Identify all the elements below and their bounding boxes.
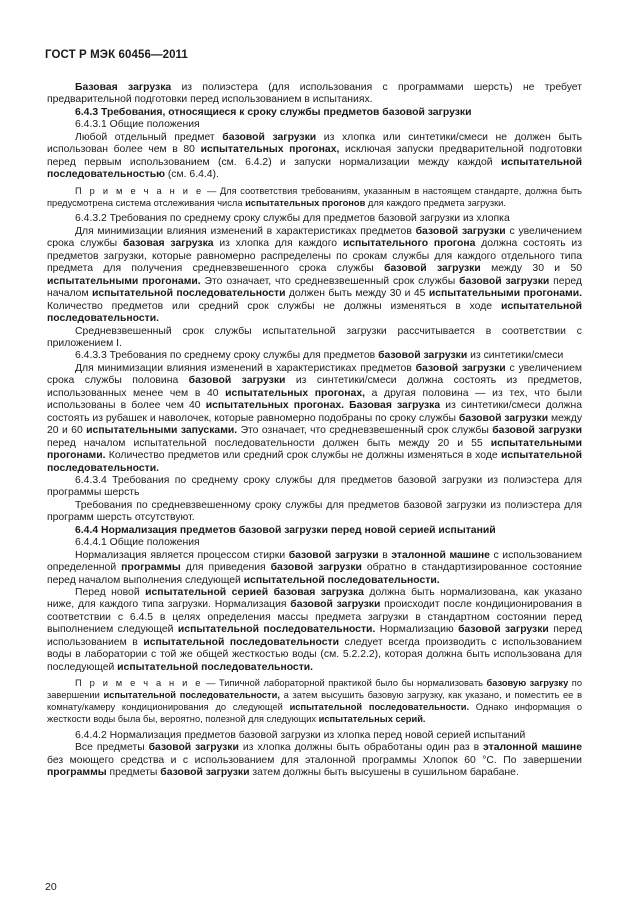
paragraph: [47, 500, 582, 525]
text-run: из хлопка для каждого: [213, 238, 343, 250]
bold-term: 6.4.4 Нормализация предметов базовой загрузки перед новой серией испытаний: [75, 524, 496, 536]
text-run: обратно в стандартизированное состояние перед началом выполнения следующей: [47, 562, 582, 586]
text-run: — Типичной лабораторной практикой было бы нормализовать: [202, 678, 487, 689]
text-run: — Для соответствия требованиям, указанным в настоящем стандарте, должна быть предусмотрена система отслеживания числа: [47, 185, 582, 208]
bold-term: 6.4.3 Требования, относящиеся к сроку службы предметов базовой загрузки: [75, 106, 472, 118]
subsection-heading: [47, 350, 582, 362]
bold-term: испытательных серий.: [318, 713, 426, 724]
text-run: 6.4.4.2 Нормализация предметов базовой загрузки из хлопка перед новой серией испытаний: [75, 729, 526, 741]
text-run: с использованием определенной: [47, 549, 583, 574]
bold-term: Базовая загрузка: [75, 82, 172, 93]
text-run: Любой отдельный предмет: [75, 131, 223, 143]
text-run: из хлопка или синтетики/смеси не должен быть использован более чем в 80: [47, 131, 583, 156]
text-run: 6.4.3.4 Требования по среднему сроку службы для предметов базовой загрузки из полиэстера для программы шерсть: [47, 474, 582, 499]
bold-term: базовой загрузки: [270, 562, 362, 574]
bold-term: испытательной последовательности,: [103, 690, 280, 701]
paragraph: [47, 587, 582, 674]
bold-term: испытательного прогона: [342, 238, 476, 250]
text-run: Средневзвешенный срок службы испытательной загрузки рассчитывается в соответствии с приложением I.: [47, 325, 582, 349]
bold-term: испытательной последовательности.: [243, 574, 440, 586]
text-run: Это означает, что средневзвешенный срок службы: [200, 275, 460, 287]
text-run: 6.4.4.1 Общие положения: [75, 537, 200, 549]
bold-term: испытательной последовательности.: [47, 300, 582, 325]
text-run: по завершении: [47, 678, 582, 701]
text-run: а другая половина — из тех, что были использованы в более чем 40: [47, 387, 583, 412]
text-run: для каждого предмета загрузки.: [365, 197, 506, 208]
text-run: из синтетики/смеси должна состоять из рубашек и наволочек, которые равномерно подобраны по сроку службы: [47, 400, 583, 424]
text-run: Количество предметов или средний срок службы не должны изменяться в ходе: [47, 300, 501, 312]
text-run: из синтетики/смеси должна состоять из предметов, использованных менее чем в 40: [47, 375, 583, 399]
paragraph: [47, 742, 582, 779]
text-run: перед началом испытательной последовательности должен быть между 20 и 55: [47, 437, 491, 449]
text-run: между 20 и 60: [47, 412, 583, 437]
text-run: должен быть между 30 и 45: [285, 288, 429, 300]
text-run: 6.4.3.3 Требования по среднему сроку службы для предметов: [75, 350, 379, 362]
text-run: в: [378, 549, 392, 561]
bold-term: базовой загрузки: [458, 624, 549, 636]
section-heading: [47, 107, 582, 119]
bold-term: базовой загрузки: [290, 599, 381, 611]
text-run: Для минимизации влияния изменений в характеристиках предметов: [75, 225, 416, 237]
text-run: Перед новой: [75, 587, 146, 599]
text-run: Нормализацию: [375, 624, 459, 636]
note: [47, 186, 582, 210]
bold-term: испытательной серией базовая загрузка: [145, 587, 364, 599]
text-run: Для минимизации влияния изменений в характеристиках предметов: [75, 362, 416, 374]
bold-term: базовой загрузки: [415, 362, 506, 374]
text-run: 6.4.3.1 Общие положения: [75, 119, 200, 131]
bold-term: испытательными запусками.: [86, 425, 238, 437]
text-run: следует всегда производить с использованием воды в лаборатории с той же общей жесткостью воды (см. 5.2.2.2), которая должна быть использована для последующей: [47, 636, 582, 673]
text-run: из синтетики/смеси: [467, 350, 564, 362]
bold-term: базовой загрузки: [384, 263, 481, 275]
text-run: Количество предметов или средний срок службы не должны изменяться в ходе: [105, 450, 501, 462]
note-label: П р и м е ч а н и е: [75, 678, 203, 689]
bold-term: базовой загрузки: [188, 375, 286, 387]
paragraph: [47, 226, 582, 326]
bold-term: испытательными прогонами.: [47, 437, 582, 462]
bold-term: испытательных прогонов: [245, 197, 366, 208]
note: [47, 678, 582, 726]
bold-term: испытательной последовательности.: [177, 624, 376, 636]
subsection-heading: [47, 119, 582, 131]
bold-term: испытательных прогонах,: [225, 387, 365, 399]
bold-term: базовую загрузку: [486, 678, 569, 689]
subsection-heading: [47, 475, 582, 500]
text-run: из полиэстера (для использования с программами шерсть) не требует предварительной подготовки перед использованием в испытаниях.: [47, 82, 582, 106]
bold-term: испытательной последовательности.: [117, 661, 314, 673]
text-run: перед началом: [47, 275, 582, 300]
subsection-heading: [47, 537, 582, 549]
paragraph: [47, 132, 582, 182]
bold-term: базовой загрузки: [160, 767, 250, 779]
text-run: а затем высушить базовую загрузку, как указано, и поместить ее в комнату/камеру кондиционирования до следующей: [47, 690, 583, 713]
subsection-heading: [47, 730, 582, 742]
bold-term: базовая загрузка: [122, 238, 214, 250]
bold-term: эталонной машине: [483, 742, 582, 754]
text-run: для приведения: [180, 562, 271, 574]
text-run: затем должны быть высушены в сушильном барабане.: [249, 767, 519, 779]
text-run: исключая запуски предварительной подготовки перед первым использованием (см. 6.4.2) и запуски нормализации между каждой: [47, 144, 582, 168]
text-run: Требования по средневзвешенному сроку службы для предметов базовой загрузки из полиэстера для программ шерсть отсутствуют.: [47, 499, 582, 524]
paragraph: [47, 82, 582, 107]
bold-term: базовой загрузки: [378, 350, 468, 362]
bold-term: испытательной последовательности.: [47, 450, 582, 474]
bold-term: базовой загрузки: [415, 225, 506, 237]
bold-term: базовой загрузки: [148, 742, 239, 754]
bold-term: испытательными прогонами.: [428, 288, 582, 300]
text-run: между 30 и 50: [480, 263, 582, 275]
subsection-heading: [47, 213, 582, 225]
bold-term: базовой загрузки: [459, 275, 550, 287]
bold-term: эталонной машине: [391, 549, 490, 561]
text-run: Нормализация является процессом стирки: [75, 549, 289, 561]
paragraph: [47, 550, 582, 587]
bold-term: испытательной последовательности.: [289, 702, 470, 713]
page-header: ГОСТ Р МЭК 60456—2011: [45, 49, 188, 61]
bold-term: базовой загрузки: [458, 412, 549, 424]
text-run: без моющего средства и с использованием для эталонной программы Хлопок 60 °С. По завершении: [47, 754, 582, 766]
bold-term: испытательных прогонах,: [200, 144, 340, 156]
bold-term: программы: [47, 767, 107, 779]
bold-term: испытательной последовательности: [91, 288, 286, 300]
bold-term: базовой загрузки: [288, 549, 379, 561]
bold-term: базовой загрузки: [492, 425, 582, 437]
bold-term: базовой загрузки: [222, 131, 317, 143]
paragraph: [47, 326, 582, 351]
text-run: перед использованием в: [47, 624, 583, 648]
page-content: [47, 82, 582, 780]
bold-term: программы: [121, 562, 181, 574]
bold-term: испытательных прогонах.: [205, 400, 345, 412]
page-number: 20: [45, 881, 57, 893]
bold-term: испытательной последовательностью: [47, 156, 582, 181]
text-run: должна быть нормализована, как указано ниже, для каждого типа загрузки. Нормализация: [47, 587, 583, 611]
text-run: Однако информация о жесткости воды была бы, вероятно, полезной для следующих: [47, 702, 582, 724]
bold-term: Базовая загрузка: [349, 400, 441, 412]
text-run: Это означает, что средневзвешенный срок службы: [237, 425, 493, 437]
text-run: происходит после кондиционирования в соответствии с 6.4.5 в целях определения массы предмета загрузки в стандартном состоянии перед выполнением следующей: [47, 599, 582, 636]
text-run: должна состоять из предметов загрузки, которые равномерно распределены по срокам службы для каждого отдельного типа предмета для получения средневзвешенного срока службы: [47, 238, 582, 275]
text-run: 6.4.3.2 Требования по среднему сроку службы для предметов базовой загрузки из хлопка: [75, 213, 510, 225]
paragraph: [47, 363, 582, 475]
text-run: предметы: [106, 767, 161, 779]
section-heading: [47, 525, 582, 537]
bold-term: испытательной последовательности: [143, 636, 339, 648]
bold-term: испытательными прогонами.: [47, 275, 201, 287]
note-label: П р и м е ч а н и е: [75, 185, 204, 196]
text-run: из хлопка должны быть обработаны один раз в: [238, 742, 484, 754]
text-run: с увеличением срока службы половина: [47, 362, 583, 387]
text-run: Все предметы: [75, 742, 149, 754]
text-run: с увеличением срока службы: [47, 225, 583, 250]
text-run: (см. 6.4.4).: [164, 169, 219, 181]
